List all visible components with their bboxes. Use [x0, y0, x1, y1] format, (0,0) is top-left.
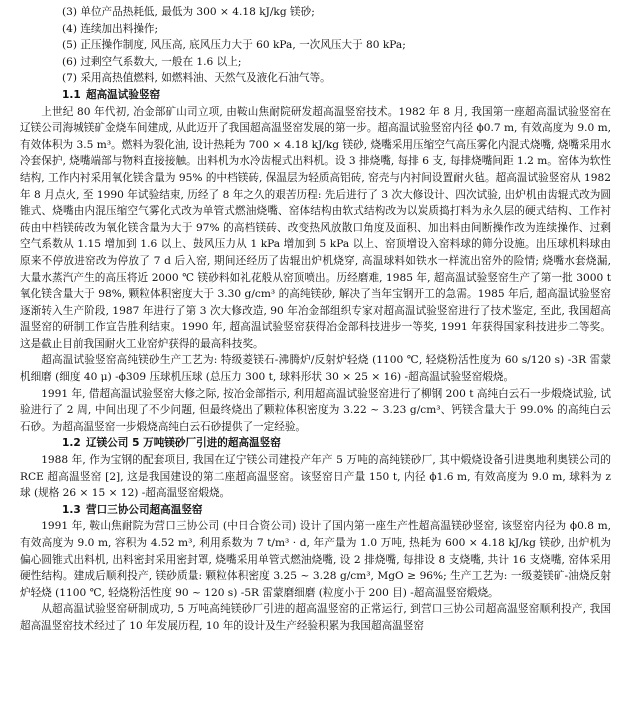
- section-heading: [20, 435, 611, 452]
- paragraph: 上世纪 80 年代初, 冶金部矿山司立项, 由鞍山焦耐院研发超高温竖窑技术。1982 年 8 月, 我国第一座超高温试验竖窑在辽镁公司海城镁矿金烧车间建成, 从此迈开了我国超高温竖窑发展的第一步。超高温试验竖窑内径 ϕ0.7 m, 有效高度为 9.0 m, 有效体积为 3.5 m³。燃料为裂化油, 设计热耗为 700 × 4.18 kJ/kg 镁砂, 烧嘴采用压缩空气高压雾化内混式烧嘴, 烧嘴采用水冷套保护, 烧嘴端部与物料直接接触。出料机为水冷齿棍式出料机。设 3 排烧嘴, 每排 6 支, 每排烧嘴间距 1.2 m。窑体为软性结构, 工作内衬采用氧化镁含量为 95% 的中档镁砖, 保温层为轻质高铝砖, 窑壳与内衬间设置耐火毡。超高温试验竖窑从 1982 年 8 月点火, 至 1990 年试验结束, 历经了 8 年之久的艰苦历程: 先后进行了 3 次大修设计、四次试验, 出炉机由齿辊式改为圆锥式、烧嘴由内混压缩空气雾化式改为单管式燃油烧嘴、窑体结构由软式结构改为以炭质捣打料为永久层的硬式结构、工作衬砖由中档镁砖改为氧化镁含量为大于 97% 的高档镁砖、改变热风放散口角度及面积、加出料由间断操作改为连续操作、过剩空气系数从 1.15 增加到 1.6 以上、鼓风压力从 1 kPa 增加到 5 kPa 以上、窑顶增设入窑料球的筛分设施。出压球机料球由原来不停放进窑改为停放了 7 d 后入窑, 期间还经历了齿辊出炉机烧穿, 高温球料如铁水一样流出窑外的险情; 烧嘴水套烧漏, 大量水蒸汽产生的高压将近 2000 ℃ 镁砂料如礼花般从窑顶喷出。历经磨难, 1985 年, 超高温试验竖窑生产了第一批 3000 t 氧化镁含量大于 98%, 颗粒体积密度大于 3.30 g/cm³ 的高纯镁砂, 解决了当年宝钢开工的急需。1985 年后, 超高温试验竖窑逐渐转入生产阶段, 1987 年进行了第 3 次大修改造, 90 年冶金部组织专家对超高温试验竖窑进行了技术鉴定, 至此, 我国超高温竖窑的研制工作宣告胜利结束。1990 年, 超高温试验竖窑获得冶金部科技进步一等奖, 1991 年获得国家科技进步二等奖。这是截止目前我国耐火工业窑炉获得的最高科技奖。: [20, 105, 611, 350]
- list-item: (6) 过剩空气系数大, 一般在 1.6 以上;: [62, 55, 242, 68]
- paragraph: 超高温试验竖窑高纯镁砂生产工艺为: 特级菱镁石-沸腾炉/反射炉轻烧 (1100 ℃, 轻烧粉活性度为 60 s/120 s) -3R 雷蒙机细磨 (细度 40 μ) -ϕ309 压球机压球 (总压力 300 t, 球料形状 30 × 25 × 16) -超高温试验竖窑煅烧。: [20, 354, 611, 384]
- section-title: 超高温试验竖窑: [86, 88, 161, 101]
- list-item: (7) 采用高热值燃料, 如燃料油、天然气及液化石油气等。: [62, 72, 331, 85]
- list-item: (5) 正压操作制度, 风压高, 底风压力大于 60 kPa, 一次风压大于 80 kPa;: [62, 39, 406, 52]
- section-heading: [20, 87, 611, 104]
- paragraph: 1988 年, 作为宝钢的配套项目, 我国在辽宁镁公司建投产年产 5 万吨的高纯镁砂厂, 其中煅烧设备引进奥地利奥镁公司的 RCE 超高温竖窑 [2], 这是我国建设的第二座超高温竖窑。该竖窑日产量 150 t, 内径 ϕ1.6 m, 有效高度为 9.0 m, 球料为 z 球 (规格 26 × 15 × 12) -超高温竖窑煅烧。: [20, 454, 611, 500]
- list-item: (3) 单位产品热耗低, 最低为 300 × 4.18 kJ/kg 镁砂;: [62, 6, 315, 18]
- section-number: 1.2: [62, 437, 81, 450]
- paragraph: 1991 年, 鞍山焦耐院为营口三协公司 (中日合资公司) 设计了国内第一座生产性超高温镁砂竖窑, 该竖窑内径为 ϕ0.8 m, 有效高度为 9.0 m, 容积为 4.52 m³, 利用系数为 7 t/m³ · d, 年产量为 1.0 万吨, 热耗为 600 × 4.18 kJ/kg 镁砂, 出炉机为偏心圆锥式出料机, 出料密封采用密封罩, 烧嘴采用单管式燃油烧嘴, 设 2 排烧嘴, 每排设 8 支烧嘴, 共计 16 支烧嘴, 窑体采用硬性结构。建成后顺利投产, 镁砂质量: 颗粒体积密度 3.25 ~ 3.28 g/cm³, MgO ≥ 96%; 生产工艺为: 一级菱镁矿-油烧反射炉轻烧 (1100 ℃, 轻烧粉活性度 90 ~ 120 s) -5R 雷蒙磨细磨 (粒度小于 200 目) -超高温竖窑煅烧。: [20, 520, 611, 599]
- section-number: 1.3: [62, 503, 81, 516]
- paragraph: 从超高温试验竖窑研制成功, 5 万吨高纯镁砂厂引进的超高温竖窑的正常运行, 到营口三协公司超高温竖窑顺利投产, 我国超高温竖窑技术经过了 10 年发展历程, 10 年的设计及生产经验积累为我国超高温竖窑: [20, 603, 611, 632]
- section-title: 营口三协公司超高温竖窑: [86, 503, 203, 516]
- feature-list: [20, 4, 611, 87]
- section-heading: [20, 502, 611, 519]
- section-number: 1.1: [62, 88, 81, 101]
- paragraph: 1991 年, 借超高温试验竖窑大修之际, 按冶金部指示, 利用超高温试验竖窑进行了柳钢 200 t 高纯白云石一步煅烧试验, 试验进行了 2 周, 中间出现了不少问题, 但最终烧出了颗粒体积密度为 3.22 ~ 3.23 g/cm³、钙镁含量大于 99.0% 的高纯白云石砂。为超高温竖窑一步煅烧高纯白云石砂提供了一定经验。: [20, 387, 611, 433]
- list-item: (4) 连续加出料操作;: [62, 22, 159, 35]
- section-title: 辽镁公司 5 万吨镁砂厂引进的超高温竖窑: [86, 437, 281, 450]
